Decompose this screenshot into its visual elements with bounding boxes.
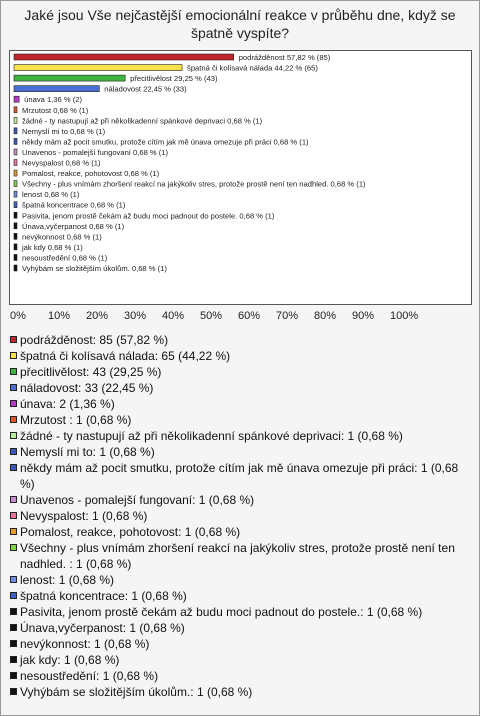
legend-label: Všechny - plus vnímám zhoršení reakcí na jakýkoliv stres, protože prostě není ten nadhled. : 1 (0,68 %) (20, 541, 455, 571)
bar-17 (14, 233, 17, 239)
legend-item (10, 588, 474, 604)
bar-16 (14, 223, 17, 229)
bar-11 (14, 170, 17, 176)
bar-label-15: Pasivita, jenom prostě čekám až budu moci padnout do postele. 0,68 % (1) (22, 211, 275, 221)
legend-label: únava: 2 (1,36 %) (20, 397, 115, 411)
legend-label: špatná koncentrace: 1 (0,68 %) (20, 589, 187, 603)
bar-label-9: Unavenos - pomalejší fungovaní 0,68 % (1) (22, 147, 169, 157)
legend-swatch (10, 592, 17, 599)
legend-swatch (10, 496, 17, 503)
legend-item (10, 332, 474, 348)
x-tick-label-3: 30% (124, 310, 147, 322)
legend-label: Pasivita, jenom prostě čekám až budu moci padnout do postele.: 1 (0,68 %) (20, 605, 423, 619)
legend-item (10, 668, 474, 684)
legend-label: Nevyspalost: 1 (0,68 %) (20, 509, 148, 523)
x-tick-label-2: 20% (86, 310, 109, 322)
legend-item (10, 364, 474, 380)
legend-item (10, 412, 474, 428)
legend-item (10, 428, 474, 444)
bar-label-16: Únava,vyčerpanost 0,68 % (1) (22, 221, 125, 231)
legend-item (10, 348, 474, 364)
x-tick-label-1: 10% (48, 310, 71, 322)
legend-item (10, 396, 474, 412)
legend-swatch (10, 464, 17, 471)
legend-label: Unavenos - pomalejší fungovaní: 1 (0,68 %) (20, 493, 255, 507)
legend-swatch (10, 608, 17, 615)
legend-label: žádné - ty nastupují až při několikadenní spánkové deprivaci: 1 (0,68 %) (20, 429, 403, 443)
bar-6 (14, 117, 17, 123)
legend-label: náladovost: 33 (22,45 %) (20, 381, 154, 395)
bar-label-7: Nemyslí mi to 0,68 % (1) (22, 126, 106, 136)
bar-1 (14, 65, 182, 71)
x-tick-label-4: 40% (162, 310, 185, 322)
legend-label: někdy mám až pocit smutku, protože cítím jak mě únava omezuje při práci: 1 (0,68 %) (20, 461, 459, 491)
legend-swatch (10, 576, 17, 583)
legend-label: nesoustředění: 1 (0,68 %) (20, 669, 159, 683)
legend-item (10, 380, 474, 396)
legend-swatch (10, 640, 17, 647)
bar-label-4: únava 1,36 % (2) (24, 95, 83, 105)
legend-swatch (10, 672, 17, 679)
bar-4 (14, 96, 19, 102)
x-axis (1, 306, 480, 324)
legend-item (10, 572, 474, 588)
bar-13 (14, 191, 17, 197)
x-tick-label-9: 90% (352, 310, 375, 322)
bar-5 (14, 107, 17, 113)
bar-label-2: přecitlivělost 29,25 % (43) (130, 74, 218, 84)
legend-swatch (10, 656, 17, 663)
legend-label: lenost: 1 (0,68 %) (20, 573, 115, 587)
bar-label-1: špatná či kolísavá nálada 44,22 % (65) (187, 63, 318, 73)
bar-3 (14, 86, 99, 92)
bar-label-18: jak kdy 0,68 % (1) (22, 242, 83, 252)
bar-2 (14, 75, 125, 81)
legend-swatch (10, 512, 17, 519)
bar-12 (14, 181, 17, 187)
legend-item (10, 684, 474, 700)
bar-label-17: nevýkonnost 0,68 % (1) (22, 232, 102, 242)
bar-label-20: Vyhýbám se složitějším úkolům. 0,68 % (1) (22, 264, 167, 273)
x-tick-label-10: 100% (390, 310, 419, 322)
chart-title: Jaké jsou Vše nejčastější emocionální reakce v průběhu dne, když se špatně vyspíte? (24, 7, 456, 41)
bar-label-19: nesoustředění 0,68 % (1) (22, 253, 108, 263)
legend-label: špatná či kolísavá nálada: 65 (44,22 %) (20, 349, 231, 363)
x-tick-label-8: 80% (314, 310, 337, 322)
legend-swatch (10, 448, 17, 455)
bar-7 (14, 128, 17, 134)
legend-label: jak kdy: 1 (0,68 %) (20, 653, 120, 667)
x-tick-label-5: 50% (200, 310, 223, 322)
bar-8 (14, 138, 17, 144)
x-tick-label-0: 0% (10, 310, 26, 322)
legend-swatch (10, 400, 17, 407)
bar-label-5: Mrzutost 0,68 % (1) (22, 105, 89, 115)
bar-label-0: podrážděnost 57,82 % (85) (238, 53, 331, 62)
legend-label: Únava,vyčerpanost: 1 (0,68 %) (20, 621, 185, 635)
bar-14 (14, 202, 17, 208)
legend-item (10, 492, 474, 508)
legend-label: Mrzutost : 1 (0,68 %) (20, 413, 132, 427)
legend-item (10, 524, 474, 540)
legend-label: podrážděnost: 85 (57,82 %) (20, 333, 169, 347)
legend-label: Pomalost, reakce, pohotovost: 1 (0,68 %) (20, 525, 241, 539)
legend-swatch (10, 368, 17, 375)
legend-swatch (10, 624, 17, 631)
bar-label-13: lenost 0,68 % (1) (22, 190, 80, 200)
legend-swatch (10, 688, 17, 695)
legend-label: Nemyslí mi to: 1 (0,68 %) (20, 445, 155, 459)
bar-label-11: Pomalost, reakce, pohotovost 0,68 % (1) (22, 169, 160, 179)
bar-label-14: špatná koncentrace 0,68 % (1) (22, 200, 126, 210)
legend-label: nevýkonnost: 1 (0,68 %) (20, 637, 150, 651)
bar-20 (14, 265, 17, 271)
legend-label: přecitlivělost: 43 (29,25 %) (20, 365, 162, 379)
bars-chart (10, 51, 471, 304)
bar-15 (14, 212, 17, 218)
legend-item (10, 540, 474, 572)
bar-18 (14, 244, 17, 250)
bar-9 (14, 149, 17, 155)
legend-swatch (10, 384, 17, 391)
bar-label-12: Všechny - plus vnímám zhoršení reakcí na jakýkoliv stres, protože prostě není ten nadhled. 0,68 % (1) (22, 179, 366, 189)
bar-label-3: náladovost 22,45 % (33) (104, 84, 187, 94)
legend-item (10, 460, 474, 492)
x-tick-label-7: 70% (276, 310, 299, 322)
legend-item (10, 652, 474, 668)
bar-19 (14, 254, 17, 260)
legend-item (10, 620, 474, 636)
x-tick-label-6: 60% (238, 310, 261, 322)
legend-swatch (10, 336, 17, 343)
bar-label-10: Nevyspalost 0,68 % (1) (22, 158, 101, 168)
bar-label-6: žádné - ty nastupují až při několikadenní spánkové deprivaci 0,68 % (1) (22, 116, 263, 126)
legend-swatch (10, 416, 17, 423)
bar-0 (14, 54, 234, 60)
legend-swatch (10, 528, 17, 535)
legend-item (10, 508, 474, 524)
legend-label: Vyhýbám se složitějším úkolům.: 1 (0,68 %) (20, 685, 253, 699)
legend-swatch (10, 544, 17, 551)
bar-10 (14, 160, 17, 166)
legend-swatch (10, 432, 17, 439)
legend-swatch (10, 352, 17, 359)
bar-label-8: někdy mám až pocit smutku, protože cítím jak mě únava omezuje při práci 0,68 % (1) (22, 137, 309, 147)
legend-item (10, 636, 474, 652)
legend-item (10, 444, 474, 460)
legend (10, 332, 474, 700)
plot-area (9, 50, 472, 305)
legend-item (10, 604, 474, 620)
